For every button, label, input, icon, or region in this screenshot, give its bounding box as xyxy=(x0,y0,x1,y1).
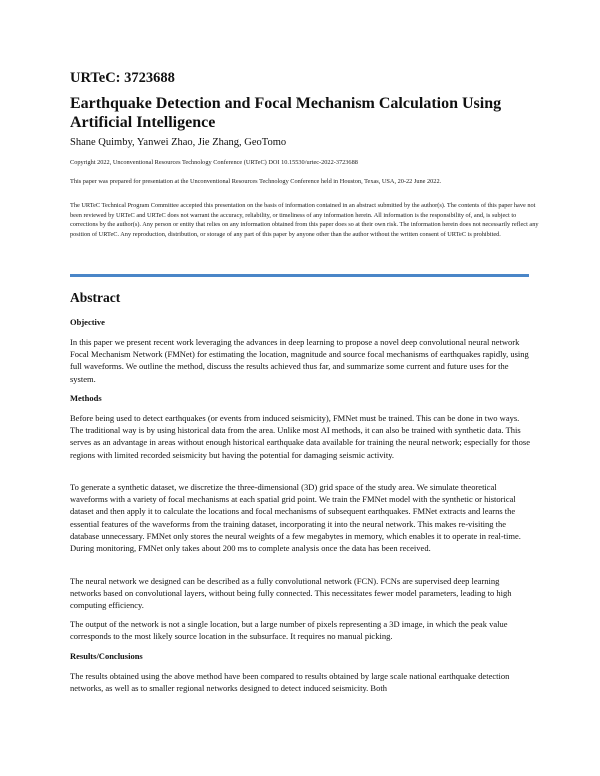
paper-title: Earthquake Detection and Focal Mechanism Calculation Using Artificial Intelligence xyxy=(70,95,502,131)
objective-heading: Objective xyxy=(70,317,105,327)
disclaimer-notice: The URTeC Technical Program Committee accepted this presentation on the basis of information contained in an abstract submitted by the author(s). The contents of this paper have not been reviewed by URTeC and URTeC does not warrant the accuracy, reliability, or timeliness of any information herein. All information is the responsibility of, and, is subject to corrections by the author(s). Any person or entity that relies on any information obtained from this paper does so at their own risk. The information herein does not necessarily reflect any position of URTeC. Any reproduction, distribution, or storage of any part of this paper by anyone other than the author without the written consent of URTeC is prohibited. xyxy=(70,202,539,238)
methods-text-2: To generate a synthetic dataset, we discretize the three-dimensional (3D) grid space of the study area. We simulate theoretical waveforms with a variety of focal mechanisms at each spatial grid point. We train the FMNet model with the synthetic or historical dataset and then apply it to calculate the locations and focal mechanisms of subsequent earthquakes. FMNet extracts and learns the essential features of the waveforms from the training dataset, incorporating it into the neural network. This makes re-visiting the database unnecessary. FMNet only stores the neural weights of a few megabytes in memory, which enables it to operate in real-time. During monitoring, FMNet only takes about 200 ms to complete analysis once the data has been received. xyxy=(70,482,521,554)
objective-paragraph xyxy=(70,336,530,385)
results-paragraph-1 xyxy=(70,670,530,694)
prepared-notice: This paper was prepared for presentation at the Unconventional Resources Technology Conference held in Houston, Texas, USA, 20-22 June 2022. xyxy=(70,178,442,185)
methods-paragraph-4 xyxy=(70,618,530,642)
methods-paragraph-3 xyxy=(70,575,530,612)
methods-paragraph-2 xyxy=(70,481,530,554)
methods-paragraph-1 xyxy=(70,412,530,461)
copyright-notice: Copyright 2022, Unconventional Resources Technology Conference (URTeC) DOI 10.15530/urtec-2022-3723688 xyxy=(70,159,358,166)
paper-id: URTeC: 3723688 xyxy=(70,70,175,86)
results-text-1: The results obtained using the above method have been compared to results obtained by large scale national earthquake detection networks, as well as to smaller regional networks designed to detect induced seismicity. Both xyxy=(70,671,510,694)
abstract-heading: Abstract xyxy=(70,290,121,305)
methods-heading: Methods xyxy=(70,393,102,403)
authors: Shane Quimby, Yanwei Zhao, Jie Zhang, GeoTomo xyxy=(70,137,287,148)
methods-text-3: The neural network we designed can be described as a fully convolutional network (FCN). FCNs are supervised deep learning networks based on convolutional layers, without being fully connected. This necessitates fewer model parameters, leading to high computing efficiency. xyxy=(70,576,512,611)
methods-text-1: Before being used to detect earthquakes (or events from induced seismicity), FMNet must be trained. This can be done in two ways. The traditional way is by using historical data from the area. Unlike most AI methods, it can also be trained with synthetic data. This serves as an advantage in areas without enough historical earthquake data available for training the neural network; especially for those regions with limited recorded seismicity but having the potential for damaging seismic activity. xyxy=(70,413,531,460)
methods-text-4: The output of the network is not a single location, but a large number of pixels representing a 3D image, in which the peak value corresponds to the most likely source location in the subsurface. It requires no manual picking. xyxy=(70,619,508,642)
results-heading: Results/Conclusions xyxy=(70,651,143,661)
section-divider xyxy=(70,274,529,277)
objective-text: In this paper we present recent work leveraging the advances in deep learning to propose a novel deep convolutional neural network Focal Mechanism Network (FMNet) for estimating the location, magnitude and source focal mechanisms of earthquakes rapidly, using full waveforms. We outline the method, discuss the results achieved thus far, and summarize some current and future uses for the system. xyxy=(70,337,529,384)
